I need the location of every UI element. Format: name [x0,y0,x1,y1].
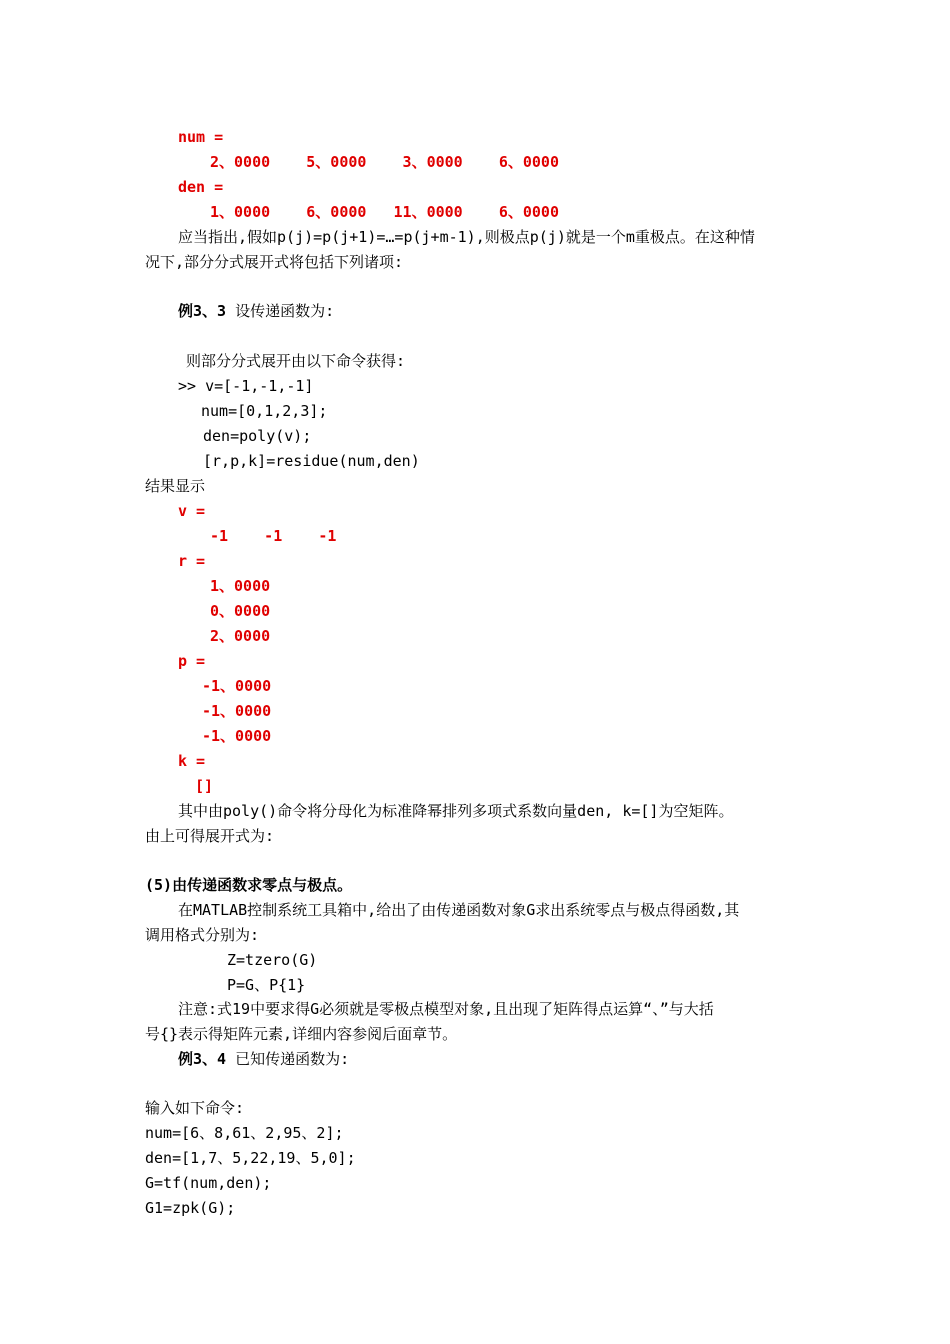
den-values: 1、0000 6、0000 11、0000 6、0000 [210,203,559,221]
example34-text: 已知传递函数为: [226,1050,350,1068]
p-label: p = [178,652,206,670]
code-line: den=poly(v); [203,427,312,445]
k-label: k = [178,752,206,770]
note-line1: 注意:式19中要求得G必须就是零极点模型对象,且出现了矩阵得点运算“、”与大括 [178,1000,714,1018]
example33-label: 例3、3 [178,302,227,320]
p-value: -1、0000 [202,702,272,720]
code-line: num=[6、8,61、2,95、2]; [145,1124,344,1142]
r-value: 1、0000 [210,577,271,595]
para2-line1: 其中由poly()命令将分母化为标准降幂排列多项式系数向量den, k=[]为空矩阵。 [178,802,734,820]
result-label: 结果显示 [145,477,206,495]
example34-input-label: 输入如下命令: [145,1099,245,1117]
code-line: num=[0,1,2,3]; [201,402,328,420]
para1-line1: 应当指出,假如p(j)=p(j+1)=…=p(j+m-1),则极点p(j)就是一个m重极点。在这种情 [178,228,755,246]
p-value: -1、0000 [202,677,272,695]
example34-heading [178,1049,349,1069]
r-value: 0、0000 [210,602,271,620]
formula-tzero: Z=tzero(G) [227,951,318,969]
den-label: den = [178,178,224,196]
example33-heading [178,301,334,321]
p-value: -1、0000 [202,727,272,745]
num-values: 2、0000 5、0000 3、0000 6、0000 [210,153,559,171]
formula-pole: P=G、P{1} [227,976,306,994]
example33-text: 设传递函数为: [226,302,335,320]
code-line: G1=zpk(G); [145,1199,236,1217]
num-label: num = [178,128,224,146]
code-line: [r,p,k]=residue(num,den) [203,452,420,470]
note-line2: 号{}表示得矩阵元素,详细内容参阅后面章节。 [145,1025,458,1043]
code-line: den=[1,7、5,22,19、5,0]; [145,1149,356,1167]
code-line: >> v=[-1,-1,-1] [178,377,314,395]
para1-line2: 况下,部分分式展开式将包括下列诸项: [145,253,404,271]
example33-intro: 则部分分式展开由以下命令获得: [186,352,406,370]
k-value: [] [195,777,214,795]
v-label: v = [178,502,206,520]
section5-line2: 调用格式分别为: [145,926,260,944]
code-line: G=tf(num,den); [145,1174,272,1192]
r-label: r = [178,552,206,570]
section5-line1: 在MATLAB控制系统工具箱中,给出了由传递函数对象G求出系统零点与极点得函数,其 [178,901,740,919]
v-values: -1 -1 -1 [210,527,337,545]
section5-heading: (5)由传递函数求零点与极点。 [145,876,353,894]
para2-line2: 由上可得展开式为: [145,827,275,845]
example34-label: 例3、4 [178,1050,227,1068]
r-value: 2、0000 [210,627,271,645]
